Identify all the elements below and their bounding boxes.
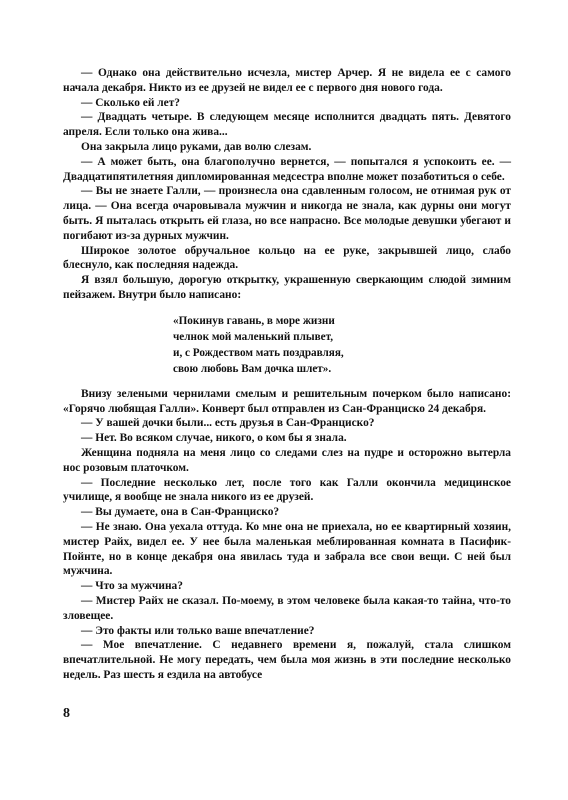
paragraph: — Мое впечатление. С недавнего времени я, пожалуй, стала слишком впечатлительной. Не могу передать, чем была моя жизнь в эти последние несколько недель. Раз шесть я ездила на автобусе — [63, 639, 511, 681]
paragraph: Я взял большую, дорогую открытку, украшенную сверкающим слюдой зимним пейзажем. Внутри было написано: — [63, 274, 511, 301]
page-number: 8 — [63, 706, 70, 721]
poem-line: «Покинув гавань, в море жизни — [173, 314, 335, 327]
paragraph: — Нет. Во всяком случае, никого, о ком бы я знала. — [81, 432, 347, 445]
paragraph: Она закрыла лицо руками, дав волю слезам. — [81, 140, 312, 153]
paragraph: — Не знаю. Она уехала оттуда. Ко мне она не приехала, но ее квартирный хозяин, мистер Райх, видел ее. У нее была маленькая меблированная комната в Пасифик-Пойнте, но в конце декабря она явилась туда и забрала все свои вещи. С ней был мужчина. — [63, 520, 511, 578]
paragraph: — Однако она действительно исчезла, мистер Арчер. Я не видела ее с самого начала декабря. Никто из ее друзей не видел ее с первого дня нового года. — [63, 67, 511, 94]
paragraph: — У вашей дочки были... есть друзья в Сан-Франциско? — [81, 417, 375, 430]
paragraph: — Вы не знаете Галли, — произнесла она сдавленным голосом, не отнимая рук от лица. — Она всегда очаровывала мужчин и никогда не знала, как дурны они могут быть. Я пыталась открыть ей глаза, но все напрасно. Все молодые девушки убегают и погибают из-за дурных мужчин. — [63, 185, 511, 242]
text-block-top — [63, 66, 511, 303]
paragraph: — Вы думаете, она в Сан-Франциско? — [81, 506, 280, 519]
paragraph: — А может быть, она благополучно вернется, — попытался я успокоить ее. — Двадцатипятилетняя дипломированная медсестра вполне может позаботиться о себе. — [63, 155, 511, 183]
paragraph: Широкое золотое обручальное кольцо на ее руке, закрывшей лицо, слабо блеснуло, как последняя надежда. — [63, 244, 511, 272]
poem-line: челнок мой маленький плывет, — [173, 330, 334, 343]
text-block-bottom — [63, 387, 511, 683]
paragraph: Женщина подняла на меня лицо со следами слез на пудре и осторожно вытерла нос розовым платочком. — [63, 446, 511, 474]
page-body — [63, 66, 511, 683]
paragraph: — Сколько ей лет? — [81, 96, 180, 109]
poem-line: и, с Рождеством мать поздравляя, — [173, 346, 344, 359]
paragraph: — Это факты или только ваше впечатление? — [81, 624, 315, 637]
paragraph: — Последние несколько лет, после того как Галли окончила медицинское училище, я вообще не знала никого из ее друзей. — [63, 476, 511, 504]
paragraph: — Двадцать четыре. В следующем месяце исполнится двадцать пять. Девятого апреля. Если только она жива... — [63, 111, 511, 139]
paragraph: — Мистер Райх не сказал. По-моему, в этом человеке была какая-то тайна, что-то зловещее. — [63, 594, 511, 622]
paragraph: Внизу зелеными чернилами смелым и решительным почерком было написано: «Горячо любящая Галли». Конверт был отправлен из Сан-Франциско 24 декабря. — [63, 387, 511, 415]
poem-quote — [173, 313, 511, 377]
paragraph: — Что за мужчина? — [81, 580, 183, 593]
poem-line: свою любовь Вам дочка шлет». — [173, 362, 332, 375]
